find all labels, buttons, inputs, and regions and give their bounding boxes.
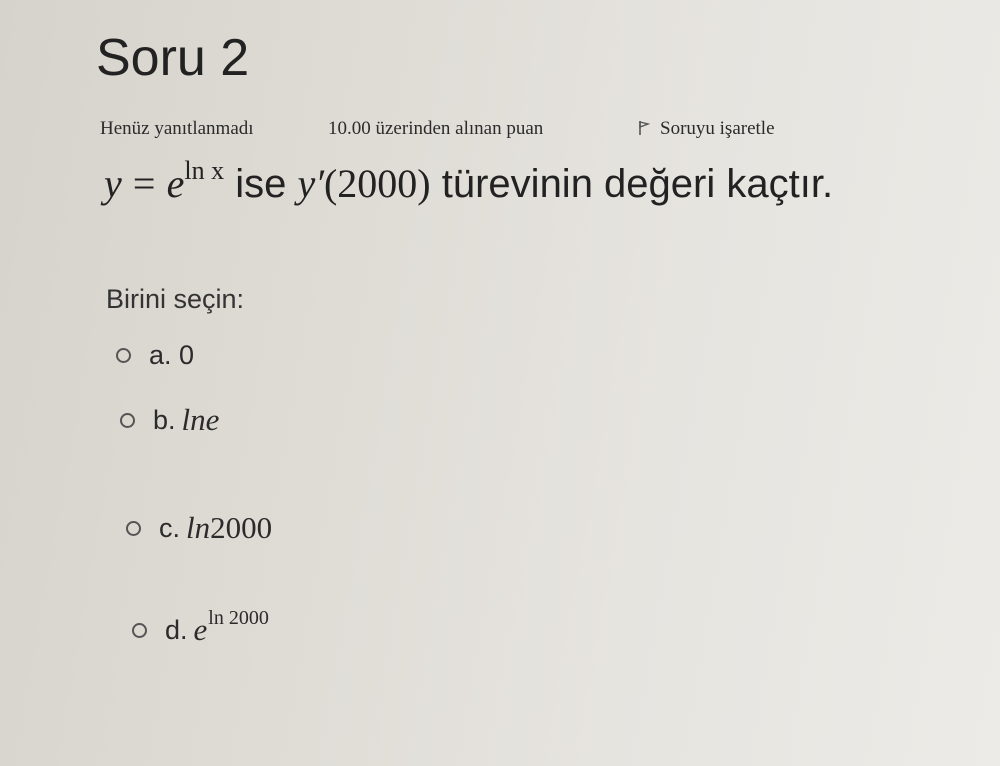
option-a-letter: a. <box>149 340 172 370</box>
q-exponent: ln x <box>184 156 225 185</box>
flag-icon <box>638 120 650 142</box>
option-b-letter: b. <box>153 404 176 435</box>
option-d-exponent: ln 2000 <box>208 606 269 629</box>
radio-b[interactable] <box>120 413 135 428</box>
question-points: 10.00 üzerinden alınan puan <box>328 118 544 139</box>
option-c-num: 2000 <box>210 510 273 545</box>
option-b-text: lne <box>181 402 220 437</box>
option-d-letter: d. <box>165 614 188 645</box>
radio-d[interactable] <box>132 623 147 638</box>
q-derivative: y′ <box>297 161 324 206</box>
option-b[interactable] <box>120 402 219 438</box>
radio-c[interactable] <box>126 521 141 536</box>
answer-status: Henüz yanıtlanmadı <box>100 118 254 139</box>
q-arg: (2000) <box>323 161 431 206</box>
option-c-text <box>186 510 272 546</box>
option-d[interactable] <box>132 606 269 648</box>
q-tail-text: türevinin değeri kaçtır. <box>441 162 834 206</box>
question-text <box>104 156 834 207</box>
q-base: e <box>166 161 185 206</box>
option-c-letter: c. <box>159 512 181 543</box>
q-mid-text: ise <box>235 162 287 206</box>
q-equals: = <box>132 161 156 206</box>
option-c[interactable] <box>126 510 272 546</box>
radio-a[interactable] <box>116 348 131 363</box>
option-a[interactable] <box>116 340 194 371</box>
answer-prompt: Birini seçin: <box>106 284 245 314</box>
option-a-text: 0 <box>179 340 195 370</box>
question-title: Soru 2 <box>96 29 250 87</box>
option-c-fn: ln <box>186 510 211 545</box>
flag-question-link[interactable] <box>638 118 775 142</box>
option-d-base: e <box>193 612 208 647</box>
q-lhs-var: y <box>104 161 122 206</box>
flag-label: Soruyu işaretle <box>660 118 775 139</box>
